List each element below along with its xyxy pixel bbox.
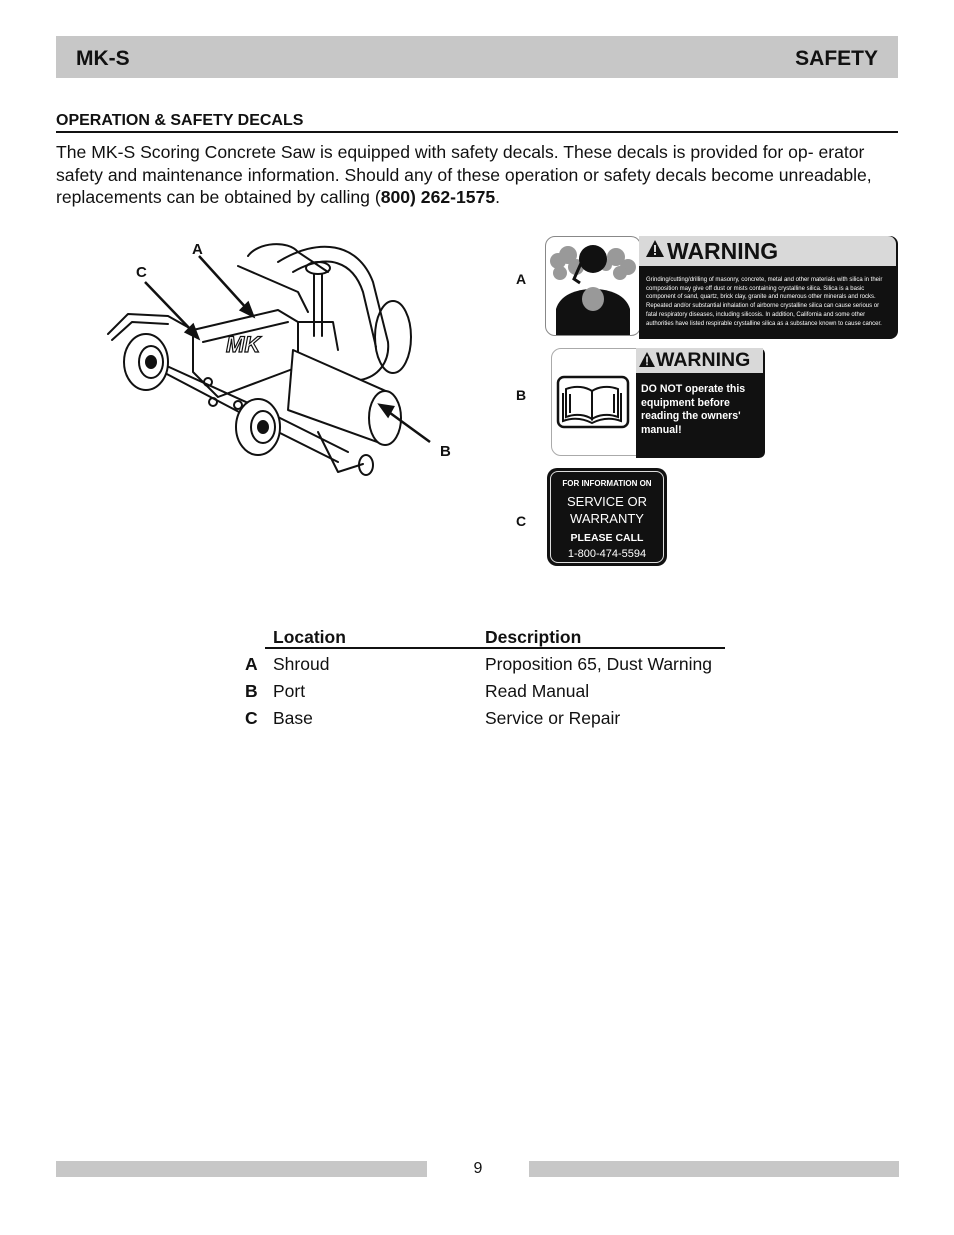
header-bar: [56, 36, 898, 78]
decal-c-line3: PLEASE CALL: [570, 532, 644, 544]
callout-c: C: [136, 264, 147, 281]
decal-c-line2b: WARRANTY: [570, 511, 644, 526]
respirator-pictogram: [545, 236, 641, 336]
decal-c-line2: [551, 493, 663, 527]
row-description: Read Manual: [485, 681, 590, 701]
warning-triangle-icon: [639, 352, 655, 367]
row-key: A: [245, 654, 258, 674]
row-description: Service or Repair: [485, 708, 621, 728]
dust-inhalation-icon: [546, 237, 640, 335]
decal-c-label: C: [516, 513, 527, 529]
callout-b: B: [440, 443, 451, 460]
header-model: MK-S: [76, 47, 130, 70]
decal-c-line1: FOR INFORMATION ON: [562, 479, 652, 488]
row-description: Proposition 65, Dust Warning: [485, 654, 712, 674]
row-location: Shroud: [273, 654, 330, 674]
intro-paragraph: [56, 141, 901, 209]
decal-a-heading-banner: [639, 236, 896, 266]
table-header-rule: [265, 647, 725, 649]
decal-a-heading: WARNING: [667, 238, 779, 264]
intro-end: .: [495, 187, 501, 207]
callout-a: A: [192, 241, 203, 258]
decal-a-panel: [639, 236, 898, 339]
table-row: [240, 681, 740, 705]
decal-b-label: B: [516, 387, 527, 403]
column-header-location: Location: [273, 627, 346, 647]
decal-b-read-manual: [551, 348, 765, 456]
header-section: SAFETY: [795, 47, 878, 70]
decal-c-border: [550, 471, 664, 563]
footer-bar-right: [529, 1161, 899, 1177]
decal-b-heading: WARNING: [656, 349, 751, 371]
decal-b-body: DO NOT operate this equipment before reading the owners' manual!: [641, 383, 746, 436]
footer-bar-left: [56, 1161, 427, 1177]
decal-b-panel: [636, 348, 765, 458]
decal-c-phone: 1-800-474-5594: [567, 548, 647, 560]
page-number: 9: [473, 1160, 483, 1177]
decal-b-heading-banner: [636, 348, 763, 373]
table-row: [240, 654, 740, 678]
section-title: OPERATION & SAFETY DECALS: [56, 112, 898, 133]
decal-a-dust-warning: [545, 236, 898, 336]
decal-a-label: A: [516, 271, 527, 287]
table-row: [240, 708, 740, 732]
saw-brand-mark: MK: [226, 332, 261, 357]
phone-number: 800) 262-1575: [380, 187, 496, 207]
open-book-icon: [552, 349, 640, 455]
intro-text: The MK-S Scoring Concrete Saw is equipped with safety decals. These decals is provided for op- erator safety and maintenance information. Should any of these operation or safety decals become unreadable, replacements can be obtained by calling (: [56, 142, 872, 207]
row-key: B: [245, 681, 258, 701]
row-location: Port: [273, 681, 306, 701]
column-header-description: Description: [485, 627, 582, 647]
decal-a-body: Grinding/cutting/drilling of masonry, concrete, metal and other materials with silica in their composition may give off dust or mists containing crystalline silica. Silica is a basic component of sand, quartz, brick clay, granite and numerous other minerals and rocks. Repeated and/or substantial inhalation of airborne crystalline silica can cause serious or fatal respiratory diseases, including silicosis. In addition, California and some other authorities have listed respirable crystalline silica as a substance known to cause cancer.: [646, 277, 883, 327]
warning-triangle-icon: [646, 240, 664, 257]
decal-c-service-info: [547, 468, 667, 566]
decal-c-line2a: SERVICE OR: [567, 494, 647, 509]
row-location: Base: [273, 708, 313, 728]
manual-pictogram: [551, 348, 641, 456]
saw-illustration: [98, 232, 468, 502]
decal-location-table: [240, 627, 740, 737]
row-key: C: [245, 708, 258, 728]
